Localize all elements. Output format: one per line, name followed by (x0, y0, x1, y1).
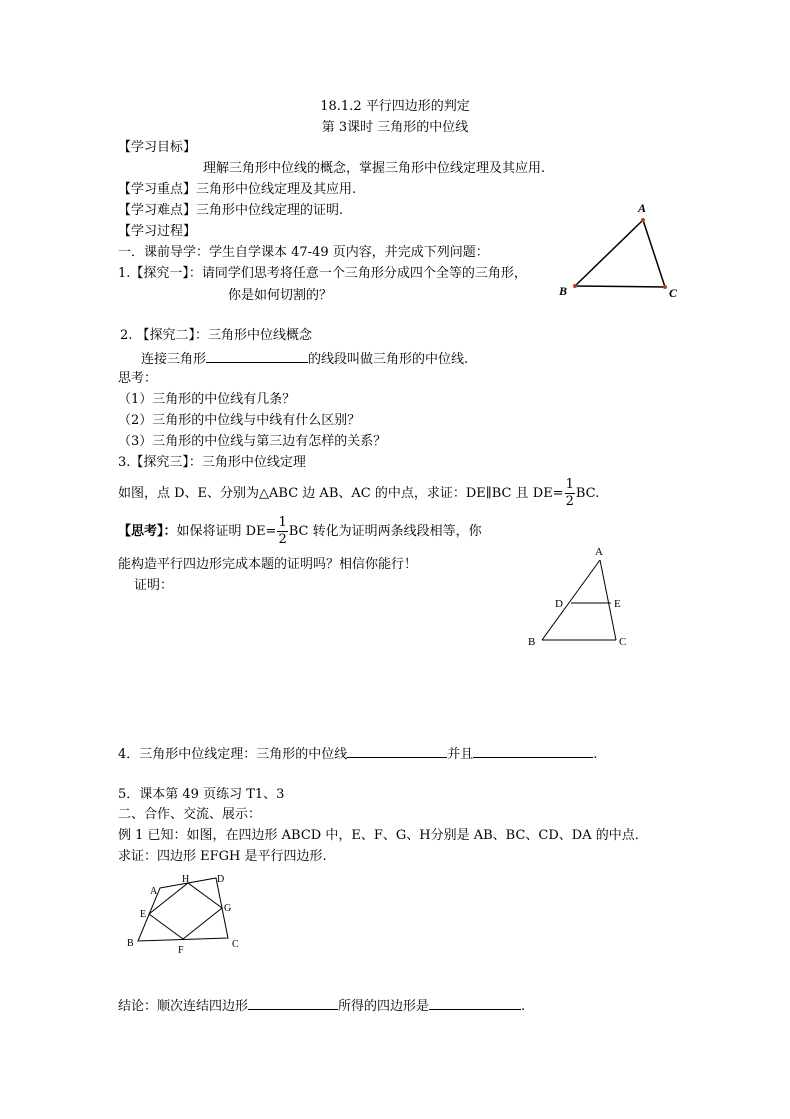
think-label: 思考： (118, 371, 158, 386)
thinking-before: 如保将证明 DE= (176, 524, 277, 539)
label-a: A (595, 546, 603, 558)
blank-conclusion-1[interactable] (248, 996, 338, 1010)
difficulty-line (118, 202, 343, 220)
part2-text: 二、合作、交流、展示： (118, 807, 262, 822)
explore2-after: 的线段叫做三角形的中位线. (308, 352, 469, 367)
side-bc (575, 286, 665, 287)
vertex-b-point (573, 284, 577, 288)
label-d: D (555, 598, 563, 610)
theorem-mid: 并且 (447, 747, 474, 762)
explore1-line (118, 265, 527, 283)
fraction-half (565, 477, 575, 510)
explore3-after: BC. (575, 486, 600, 501)
side-ab (575, 220, 643, 286)
focus-line (118, 181, 356, 199)
thinking-label: 【思考】： (118, 524, 177, 539)
quadrilateral-figure (120, 866, 250, 958)
section-title: 18.1.2 平行四边形的判定 (320, 99, 470, 114)
explore1-question-cont: 你是如何切割的？ (228, 288, 333, 303)
explore3-before: 如图，点 D、E、分别为△ABC 边 AB、AC 的中点，求证：DE∥BC 且 DE= (118, 486, 564, 501)
vertex-a-point (641, 218, 645, 222)
process-heading: 【学习过程】 (118, 224, 197, 239)
label-b: B (528, 636, 536, 648)
thinking-after: BC 转化为证明两条线段相等，你 (288, 524, 482, 539)
label-c: C (232, 939, 239, 950)
focus-label: 【学习重点】 (118, 182, 197, 197)
quadrilateral-efgh (149, 883, 222, 939)
example-line1: 例 1 已知：如图，在四边形 ABCD 中，E、F、G、H分别是 AB、BC、CD、DA 的中点． (118, 828, 648, 843)
midline-triangle-figure (522, 540, 642, 655)
difficulty-text: 三角形中位线定理的证明. (196, 203, 344, 218)
explore3-statement (118, 477, 599, 511)
think-q2: （2）三角形的中位线与中线有什么区别？ (118, 413, 361, 428)
label-a: A (638, 201, 647, 215)
conclusion-before: 结论：顺次连结四边形 (118, 999, 249, 1014)
blank-conclusion-2[interactable] (429, 996, 521, 1010)
focus-text: 三角形中位线定理及其应用. (196, 182, 357, 197)
label-a: A (150, 886, 158, 897)
blank-midline-definition[interactable] (206, 349, 308, 363)
label-b: B (127, 938, 134, 949)
thinking-line2: 能构造平行四边形完成本题的证明吗？相信你能行！ (118, 557, 418, 572)
theorem-line (118, 744, 597, 764)
theorem-end: . (593, 747, 598, 762)
label-e: E (140, 909, 147, 920)
label-c: C (619, 636, 627, 648)
lesson-title: 第 3课时 三角形的中位线 (321, 120, 469, 135)
label-g: G (224, 903, 232, 914)
fraction-numerator-2: 1 (278, 515, 287, 530)
example-line2: 求证：四边形 EFGH 是平行四边形. (118, 849, 327, 864)
proof-label: 证明： (134, 578, 174, 593)
conclusion-mid: 所得的四边形是 (338, 999, 430, 1014)
explore2-before: 连接三角形 (141, 352, 207, 367)
label-b: B (559, 284, 568, 298)
conclusion-end: . (521, 999, 526, 1014)
explore2-label: 2. 【探究二】：三角形中位线概念 (120, 328, 313, 343)
label-h: H (182, 874, 190, 885)
blank-theorem-2[interactable] (473, 744, 593, 758)
exercise-text: 5．课本第 49 页练习 T1、3 (118, 787, 285, 802)
fraction-denominator-2: 2 (278, 532, 287, 547)
side-ac (643, 220, 665, 287)
explore3-label: 3.【探究三】：三角形中位线定理 (118, 455, 306, 470)
objectives-heading: 【学习目标】 (118, 140, 197, 155)
difficulty-label: 【学习难点】 (118, 203, 197, 218)
fraction-half-2 (277, 515, 287, 548)
think-q1: （1）三角形的中位线有几条？ (118, 392, 296, 407)
label-c: C (669, 286, 678, 300)
vertex-c-point (663, 285, 667, 289)
explore1-label: 1.【探究一】： (118, 266, 202, 281)
side-ab (542, 560, 600, 640)
fraction-numerator: 1 (565, 477, 574, 492)
think-q3: （3）三角形的中位线与第三边有怎样的关系？ (118, 434, 387, 449)
label-d: D (217, 874, 225, 885)
explore2-sentence (141, 349, 468, 369)
explore1-question: 请同学们思考将任意一个三角形分成四个全等的三角形， (201, 266, 527, 281)
part1-text: 一．课前导学：学生自学课本 47-49 页内容，并完成下列问题： (118, 245, 489, 260)
blank-theorem-1[interactable] (347, 744, 447, 758)
objectives-text: 理解三角形中位线的概念，掌握三角形中位线定理及其应用. (203, 161, 546, 176)
thinking-line (118, 515, 482, 549)
triangle-figure (555, 198, 690, 303)
theorem-label: 4．三角形中位线定理：三角形的中位线 (118, 747, 348, 762)
fraction-denominator: 2 (565, 494, 574, 509)
label-e: E (614, 598, 621, 610)
label-f: F (178, 945, 184, 956)
conclusion-line (118, 996, 525, 1016)
